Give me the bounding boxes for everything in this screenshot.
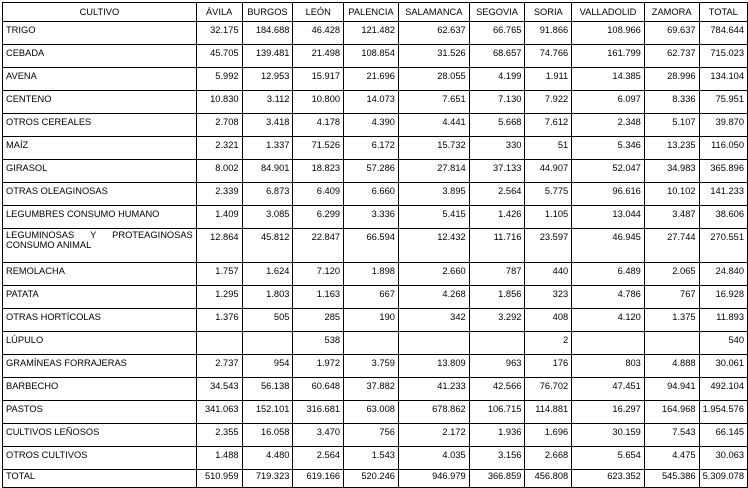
value-cell: 3.156 <box>469 447 525 470</box>
value-cell: 366.859 <box>469 470 525 488</box>
value-cell: 2.355 <box>196 424 242 447</box>
table-row <box>3 286 748 309</box>
crop-name-cell: CULTIVOS LEÑOSOS <box>3 424 197 447</box>
value-cell: 963 <box>469 355 525 378</box>
header-soria: SORIA <box>525 3 572 22</box>
value-cell: 787 <box>469 263 525 286</box>
crop-name-cell: CENTENO <box>3 91 197 114</box>
value-cell: 1.295 <box>196 286 242 309</box>
value-cell <box>242 332 293 355</box>
crop-table-container <box>2 2 748 488</box>
value-cell: 7.612 <box>525 114 572 137</box>
crop-name-cell: TOTAL <box>3 470 197 488</box>
value-cell: 114.881 <box>525 401 572 424</box>
table-row <box>3 401 748 424</box>
value-cell: 5.415 <box>398 206 469 229</box>
value-cell: 176 <box>525 355 572 378</box>
value-cell: 3.470 <box>293 424 344 447</box>
value-cell: 408 <box>525 309 572 332</box>
value-cell: 2.737 <box>196 355 242 378</box>
value-cell: 5.346 <box>572 137 645 160</box>
value-cell: 1.954.576 <box>699 401 747 424</box>
value-cell: 84.901 <box>242 160 293 183</box>
table-row <box>3 355 748 378</box>
value-cell: 30.061 <box>699 355 747 378</box>
value-cell: 116.050 <box>699 137 747 160</box>
value-cell: 32.175 <box>196 22 242 45</box>
value-cell: 34.983 <box>644 160 699 183</box>
table-row <box>3 137 748 160</box>
value-cell: 45.812 <box>242 229 293 263</box>
value-cell: 719.323 <box>242 470 293 488</box>
value-cell: 10.830 <box>196 91 242 114</box>
header-row <box>3 3 748 22</box>
crop-name-cell: OTRAS OLEAGINOSAS <box>3 183 197 206</box>
value-cell: 12.953 <box>242 68 293 91</box>
value-cell: 27.814 <box>398 160 469 183</box>
crop-name-cell: BARBECHO <box>3 378 197 401</box>
table-row <box>3 378 748 401</box>
value-cell: 3.085 <box>242 206 293 229</box>
value-cell: 285 <box>293 309 344 332</box>
value-cell: 715.023 <box>699 45 747 68</box>
table-row <box>3 22 748 45</box>
value-cell: 13.809 <box>398 355 469 378</box>
value-cell: 2.065 <box>644 263 699 286</box>
table-row <box>3 424 748 447</box>
value-cell: 152.101 <box>242 401 293 424</box>
value-cell: 39.870 <box>699 114 747 137</box>
value-cell: 75.951 <box>699 91 747 114</box>
value-cell: 4.475 <box>644 447 699 470</box>
table-row <box>3 309 748 332</box>
header-total: TOTAL <box>699 3 747 22</box>
value-cell: 30.159 <box>572 424 645 447</box>
table-row <box>3 263 748 286</box>
value-cell: 34.543 <box>196 378 242 401</box>
table-row <box>3 332 748 355</box>
value-cell: 66.145 <box>699 424 747 447</box>
crop-name-cell: REMOLACHA <box>3 263 197 286</box>
value-cell: 667 <box>344 286 399 309</box>
value-cell: 6.409 <box>293 183 344 206</box>
value-cell: 66.594 <box>344 229 399 263</box>
value-cell: 12.864 <box>196 229 242 263</box>
value-cell: 4.178 <box>293 114 344 137</box>
value-cell: 510.959 <box>196 470 242 488</box>
value-cell: 946.979 <box>398 470 469 488</box>
value-cell: 69.637 <box>644 22 699 45</box>
table-row <box>3 447 748 470</box>
value-cell: 3.336 <box>344 206 399 229</box>
header-cultivo: CULTIVO <box>3 3 197 22</box>
value-cell: 21.696 <box>344 68 399 91</box>
table-row <box>3 114 748 137</box>
crop-name-cell: GRAMÍNEAS FORRAJERAS <box>3 355 197 378</box>
value-cell: 10.102 <box>644 183 699 206</box>
value-cell: 365.896 <box>699 160 747 183</box>
value-cell: 1.163 <box>293 286 344 309</box>
value-cell: 11.716 <box>469 229 525 263</box>
value-cell <box>469 332 525 355</box>
value-cell: 2.668 <box>525 447 572 470</box>
value-cell: 2.339 <box>196 183 242 206</box>
value-cell: 1.488 <box>196 447 242 470</box>
value-cell: 538 <box>293 332 344 355</box>
value-cell: 76.702 <box>525 378 572 401</box>
value-cell: 164.968 <box>644 401 699 424</box>
value-cell: 5.775 <box>525 183 572 206</box>
value-cell: 803 <box>572 355 645 378</box>
header-salamanca: SALAMANCA <box>398 3 469 22</box>
crop-name-cell: GIRASOL <box>3 160 197 183</box>
value-cell: 141.233 <box>699 183 747 206</box>
header-avila: ÁVILA <box>196 3 242 22</box>
table-row <box>3 68 748 91</box>
value-cell: 7.120 <box>293 263 344 286</box>
value-cell: 3.759 <box>344 355 399 378</box>
value-cell: 8.336 <box>644 91 699 114</box>
value-cell: 7.922 <box>525 91 572 114</box>
crop-name-cell: LEGUMBRES CONSUMO HUMANO <box>3 206 197 229</box>
value-cell: 18.823 <box>293 160 344 183</box>
value-cell: 2.660 <box>398 263 469 286</box>
value-cell: 4.035 <box>398 447 469 470</box>
table-row <box>3 45 748 68</box>
header-burgos: BURGOS <box>242 3 293 22</box>
value-cell: 520.246 <box>344 470 399 488</box>
value-cell: 134.104 <box>699 68 747 91</box>
value-cell: 2.564 <box>469 183 525 206</box>
value-cell: 14.385 <box>572 68 645 91</box>
value-cell: 1.624 <box>242 263 293 286</box>
value-cell: 4.390 <box>344 114 399 137</box>
value-cell: 44.907 <box>525 160 572 183</box>
value-cell: 540 <box>699 332 747 355</box>
value-cell: 1.911 <box>525 68 572 91</box>
value-cell <box>196 332 242 355</box>
table-row <box>3 183 748 206</box>
value-cell: 1.409 <box>196 206 242 229</box>
value-cell: 161.799 <box>572 45 645 68</box>
value-cell: 756 <box>344 424 399 447</box>
crop-name-cell: AVENA <box>3 68 197 91</box>
value-cell: 37.133 <box>469 160 525 183</box>
value-cell: 5.668 <box>469 114 525 137</box>
value-cell: 45.705 <box>196 45 242 68</box>
value-cell: 71.526 <box>293 137 344 160</box>
value-cell: 6.489 <box>572 263 645 286</box>
value-cell: 4.120 <box>572 309 645 332</box>
value-cell: 5.309.078 <box>699 470 747 488</box>
value-cell: 14.073 <box>344 91 399 114</box>
value-cell: 66.765 <box>469 22 525 45</box>
value-cell: 37.882 <box>344 378 399 401</box>
value-cell: 3.112 <box>242 91 293 114</box>
value-cell: 3.418 <box>242 114 293 137</box>
value-cell: 27.744 <box>644 229 699 263</box>
value-cell: 678.862 <box>398 401 469 424</box>
value-cell: 1.105 <box>525 206 572 229</box>
value-cell: 63.008 <box>344 401 399 424</box>
value-cell: 1.543 <box>344 447 399 470</box>
value-cell: 623.352 <box>572 470 645 488</box>
value-cell: 190 <box>344 309 399 332</box>
crop-name-cell: TRIGO <box>3 22 197 45</box>
value-cell: 16.297 <box>572 401 645 424</box>
value-cell: 1.696 <box>525 424 572 447</box>
value-cell: 12.432 <box>398 229 469 263</box>
value-cell: 6.299 <box>293 206 344 229</box>
value-cell: 139.481 <box>242 45 293 68</box>
value-cell <box>644 332 699 355</box>
value-cell: 10.800 <box>293 91 344 114</box>
value-cell: 5.992 <box>196 68 242 91</box>
value-cell: 2 <box>525 332 572 355</box>
value-cell: 42.566 <box>469 378 525 401</box>
value-cell: 184.688 <box>242 22 293 45</box>
value-cell: 2.348 <box>572 114 645 137</box>
value-cell: 15.732 <box>398 137 469 160</box>
value-cell: 3.487 <box>644 206 699 229</box>
value-cell: 11.893 <box>699 309 747 332</box>
value-cell: 1.898 <box>344 263 399 286</box>
value-cell: 23.597 <box>525 229 572 263</box>
value-cell: 57.286 <box>344 160 399 183</box>
value-cell: 3.895 <box>398 183 469 206</box>
value-cell: 28.055 <box>398 68 469 91</box>
value-cell <box>572 332 645 355</box>
header-palencia: PALENCIA <box>344 3 399 22</box>
table-body <box>3 22 748 488</box>
value-cell: 31.526 <box>398 45 469 68</box>
table-row <box>3 91 748 114</box>
value-cell: 1.803 <box>242 286 293 309</box>
value-cell: 4.199 <box>469 68 525 91</box>
crop-name-cell: LÚPULO <box>3 332 197 355</box>
value-cell: 784.644 <box>699 22 747 45</box>
table-row <box>3 206 748 229</box>
value-cell: 96.616 <box>572 183 645 206</box>
total-row <box>3 470 748 488</box>
value-cell: 15.917 <box>293 68 344 91</box>
value-cell: 108.966 <box>572 22 645 45</box>
value-cell: 330 <box>469 137 525 160</box>
header-leon: LEÓN <box>293 3 344 22</box>
value-cell: 28.996 <box>644 68 699 91</box>
value-cell: 545.386 <box>644 470 699 488</box>
value-cell: 440 <box>525 263 572 286</box>
value-cell: 22.847 <box>293 229 344 263</box>
crop-name-cell: LEGUMINOSAS Y PROTEAGINOSAS CONSUMO ANIMAL <box>3 229 197 263</box>
value-cell: 954 <box>242 355 293 378</box>
value-cell: 60.648 <box>293 378 344 401</box>
value-cell: 106.715 <box>469 401 525 424</box>
header-valladolid: VALLADOLID <box>572 3 645 22</box>
value-cell: 46.428 <box>293 22 344 45</box>
table-row <box>3 229 748 263</box>
value-cell: 1.757 <box>196 263 242 286</box>
value-cell: 316.681 <box>293 401 344 424</box>
value-cell: 56.138 <box>242 378 293 401</box>
value-cell: 4.888 <box>644 355 699 378</box>
value-cell: 30.063 <box>699 447 747 470</box>
value-cell: 6.873 <box>242 183 293 206</box>
value-cell: 7.130 <box>469 91 525 114</box>
value-cell: 62.737 <box>644 45 699 68</box>
value-cell: 121.482 <box>344 22 399 45</box>
value-cell: 4.268 <box>398 286 469 309</box>
value-cell: 13.044 <box>572 206 645 229</box>
value-cell: 6.097 <box>572 91 645 114</box>
value-cell: 2.708 <box>196 114 242 137</box>
value-cell: 16.058 <box>242 424 293 447</box>
value-cell: 619.166 <box>293 470 344 488</box>
value-cell: 7.543 <box>644 424 699 447</box>
value-cell: 456.808 <box>525 470 572 488</box>
value-cell: 94.941 <box>644 378 699 401</box>
header-segovia: SEGOVIA <box>469 3 525 22</box>
value-cell: 323 <box>525 286 572 309</box>
crop-name-cell: OTROS CEREALES <box>3 114 197 137</box>
value-cell: 108.854 <box>344 45 399 68</box>
value-cell: 505 <box>242 309 293 332</box>
value-cell: 1.972 <box>293 355 344 378</box>
value-cell: 24.840 <box>699 263 747 286</box>
value-cell: 4.786 <box>572 286 645 309</box>
value-cell: 270.551 <box>699 229 747 263</box>
value-cell: 341.063 <box>196 401 242 424</box>
value-cell: 5.107 <box>644 114 699 137</box>
table-row <box>3 160 748 183</box>
value-cell <box>398 332 469 355</box>
value-cell: 1.936 <box>469 424 525 447</box>
value-cell: 21.498 <box>293 45 344 68</box>
value-cell: 4.480 <box>242 447 293 470</box>
value-cell: 5.654 <box>572 447 645 470</box>
value-cell: 4.441 <box>398 114 469 137</box>
value-cell: 47.451 <box>572 378 645 401</box>
value-cell: 2.564 <box>293 447 344 470</box>
value-cell: 16.928 <box>699 286 747 309</box>
value-cell: 767 <box>644 286 699 309</box>
value-cell <box>344 332 399 355</box>
crop-name-cell: PATATA <box>3 286 197 309</box>
value-cell: 2.321 <box>196 137 242 160</box>
value-cell: 68.657 <box>469 45 525 68</box>
value-cell: 74.766 <box>525 45 572 68</box>
crop-name-cell: OTROS CULTIVOS <box>3 447 197 470</box>
value-cell: 342 <box>398 309 469 332</box>
value-cell: 7.651 <box>398 91 469 114</box>
value-cell: 492.104 <box>699 378 747 401</box>
header-zamora: ZAMORA <box>644 3 699 22</box>
value-cell: 1.337 <box>242 137 293 160</box>
value-cell: 1.375 <box>644 309 699 332</box>
value-cell: 13.235 <box>644 137 699 160</box>
value-cell: 38.606 <box>699 206 747 229</box>
crop-name-cell: MAÍZ <box>3 137 197 160</box>
value-cell: 1.426 <box>469 206 525 229</box>
value-cell: 52.047 <box>572 160 645 183</box>
value-cell: 2.172 <box>398 424 469 447</box>
value-cell: 1.856 <box>469 286 525 309</box>
value-cell: 6.660 <box>344 183 399 206</box>
value-cell: 51 <box>525 137 572 160</box>
crop-name-cell: PASTOS <box>3 401 197 424</box>
value-cell: 46.945 <box>572 229 645 263</box>
value-cell: 41.233 <box>398 378 469 401</box>
value-cell: 1.376 <box>196 309 242 332</box>
value-cell: 3.292 <box>469 309 525 332</box>
crop-table <box>2 2 748 488</box>
value-cell: 8.002 <box>196 160 242 183</box>
crop-name-cell: CEBADA <box>3 45 197 68</box>
value-cell: 6.172 <box>344 137 399 160</box>
value-cell: 62.637 <box>398 22 469 45</box>
crop-name-cell: OTRAS HORTÍCOLAS <box>3 309 197 332</box>
value-cell: 91.866 <box>525 22 572 45</box>
